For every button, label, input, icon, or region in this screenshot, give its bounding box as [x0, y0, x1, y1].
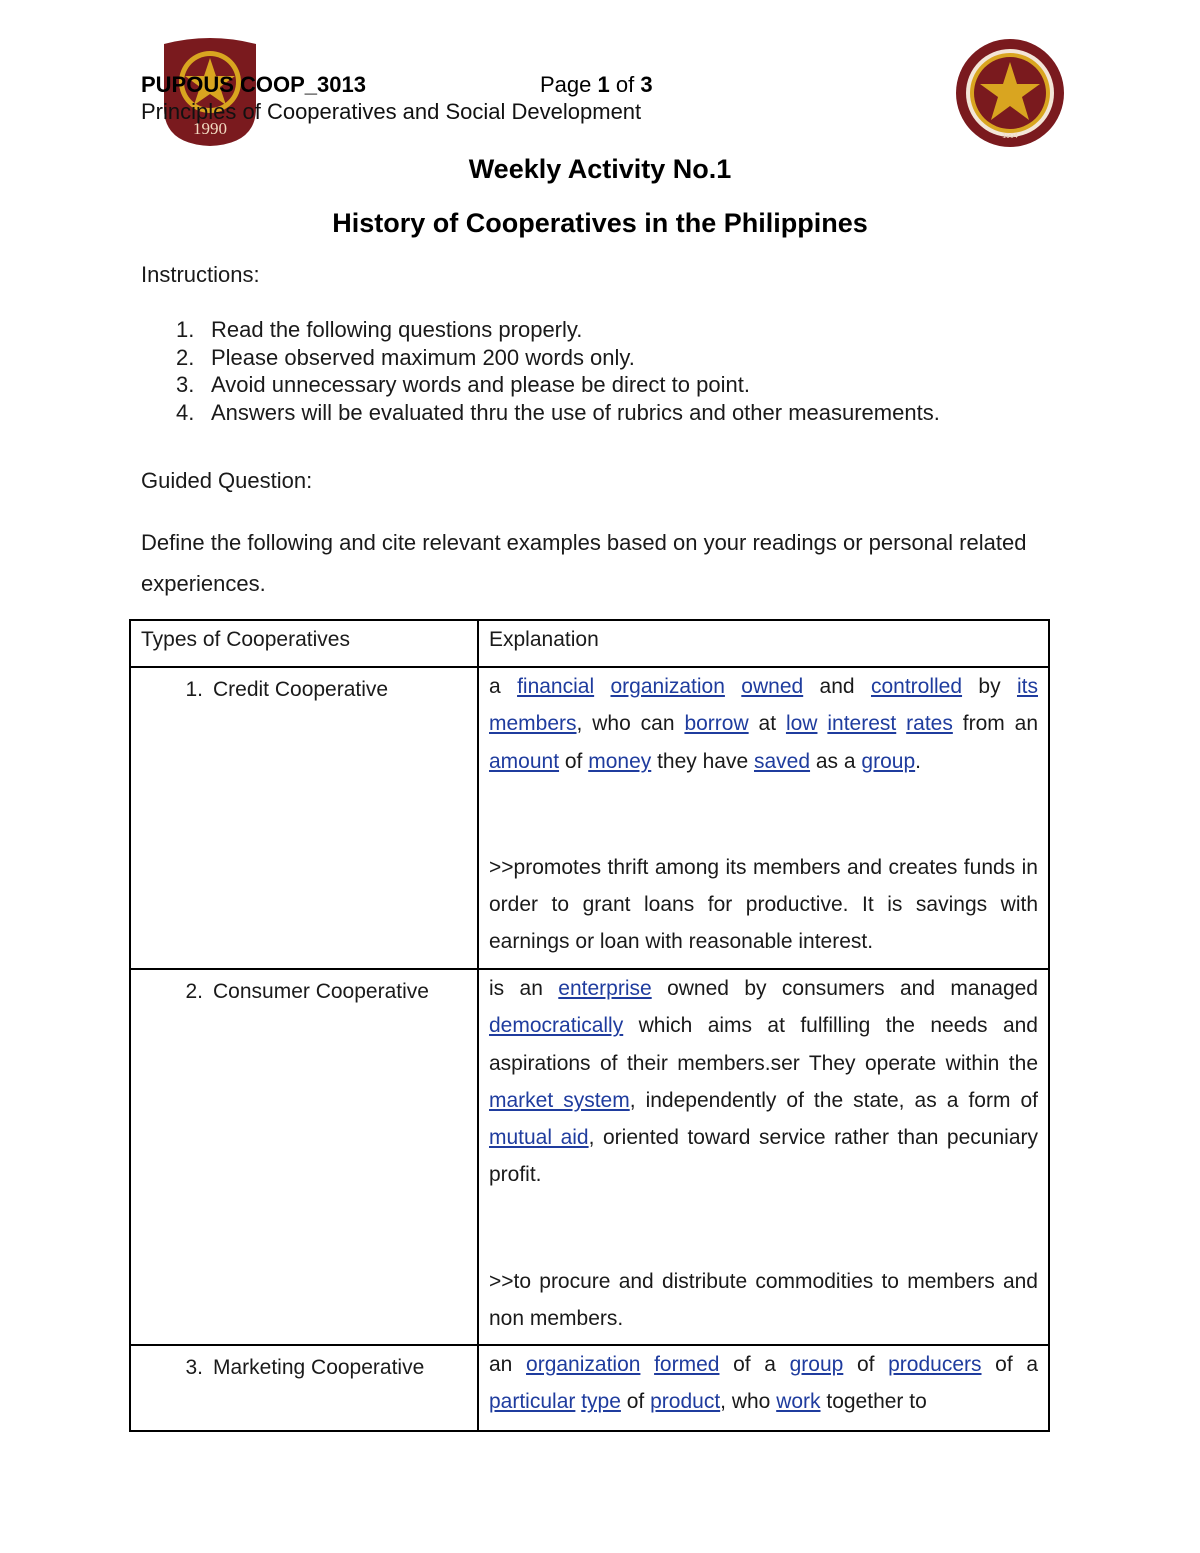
activity-title: Weekly Activity No.1: [468, 154, 732, 184]
explanation-note: >>promotes thrift among its members and creates funds in order to grant loans for productive. It is savings with earnings or loan with reasonable interest.: [489, 855, 1038, 954]
table-row: [130, 969, 1049, 1345]
explanation-link[interactable]: money: [588, 749, 652, 773]
explanation-link[interactable]: mutual aid: [489, 1126, 589, 1150]
cooperatives-table: [129, 619, 1050, 1432]
page-label-pre: Page: [540, 72, 598, 97]
list-item: 1. Read the following questions properly.: [176, 317, 583, 342]
page-indicator: [540, 72, 653, 98]
page-label-mid: of: [609, 72, 641, 97]
explanation-note: >>to procure and distribute commodities to members and non members.: [489, 1269, 1038, 1331]
list-item: 2. Please observed maximum 200 words only.: [176, 344, 635, 370]
explanation-link[interactable]: interest: [827, 712, 897, 736]
explanation-text: a financial organization owned and controlled by its members, who can borrow at low interest rates from an amount of money they have saved as a group.: [489, 675, 1038, 773]
explanation-link[interactable]: financial: [517, 675, 595, 698]
explanation-link[interactable]: group: [861, 749, 916, 773]
explanation-link[interactable]: producers: [888, 1353, 982, 1376]
explanation-link[interactable]: formed: [654, 1353, 720, 1376]
explanation-cell: [478, 667, 1049, 969]
instructions-label: Instructions:: [141, 262, 260, 287]
page-total: 3: [640, 72, 653, 97]
table-header-row: [130, 620, 1049, 667]
explanation-link[interactable]: rates: [906, 712, 953, 736]
list-item: 3. Avoid unnecessary words and please be direct to point.: [176, 372, 750, 397]
pup-seal-icon: [955, 38, 1065, 148]
activity-subtitle: History of Cooperatives in the Philippines: [332, 208, 868, 238]
explanation-text: is an enterprise owned by consumers and managed democratically which aims at fulfilling the needs and aspirations of their members.ser They operate within the market system, independently of the state, as a form of mutual aid, oriented toward service rather than pecuniary profit.: [489, 977, 1038, 1187]
table-row: [130, 667, 1049, 969]
explanation-cell: [478, 1345, 1049, 1431]
explanation-cell: [478, 969, 1049, 1345]
type-cell: 1. Credit Cooperative: [130, 667, 478, 969]
explanation-link[interactable]: democratically: [489, 1014, 624, 1038]
guided-question-label: Guided Question:: [141, 468, 313, 493]
page-current: 1: [597, 72, 610, 97]
explanation-link[interactable]: organization: [526, 1353, 641, 1376]
explanation-link[interactable]: controlled: [870, 675, 963, 698]
explanation-link[interactable]: group: [789, 1353, 844, 1376]
explanation-link[interactable]: particular: [489, 1390, 576, 1414]
instructions-list: [141, 316, 940, 426]
table-row: [130, 1345, 1049, 1431]
type-cell: 3. Marketing Cooperative: [130, 1345, 478, 1431]
type-cell: 2. Consumer Cooperative: [130, 969, 478, 1345]
explanation-link[interactable]: owned: [741, 675, 804, 698]
course-code: PUPOUS COOP_3013: [141, 72, 366, 97]
svg-text:1990: 1990: [193, 119, 227, 138]
explanation-link[interactable]: low: [785, 712, 818, 736]
explanation-link[interactable]: type: [581, 1390, 621, 1414]
svg-text:1904: 1904: [1002, 133, 1018, 140]
column-header-types: Types of Cooperatives: [130, 620, 478, 667]
explanation-link[interactable]: work: [776, 1390, 821, 1414]
course-title: Principles of Cooperatives and Social Development: [141, 99, 642, 124]
explanation-link[interactable]: enterprise: [558, 977, 652, 1000]
column-header-explanation: Explanation: [478, 620, 1049, 667]
explanation-text: an organization formed of a group of producers of a particular type of product, who work together to: [489, 1353, 1038, 1414]
explanation-link[interactable]: organization: [610, 675, 725, 698]
explanation-link[interactable]: saved: [754, 749, 811, 773]
guided-question-text: Define the following and cite relevant examples based on your readings or personal related experiences.: [141, 530, 1027, 596]
explanation-link[interactable]: amount: [489, 749, 560, 773]
explanation-link[interactable]: members: [489, 712, 577, 736]
explanation-link[interactable]: market system: [489, 1088, 630, 1112]
explanation-link[interactable]: borrow: [684, 712, 749, 736]
list-item: 4. Answers will be evaluated thru the use of rubrics and other measurements.: [176, 399, 940, 425]
explanation-link[interactable]: its: [1016, 675, 1038, 698]
explanation-link[interactable]: product: [650, 1390, 721, 1414]
